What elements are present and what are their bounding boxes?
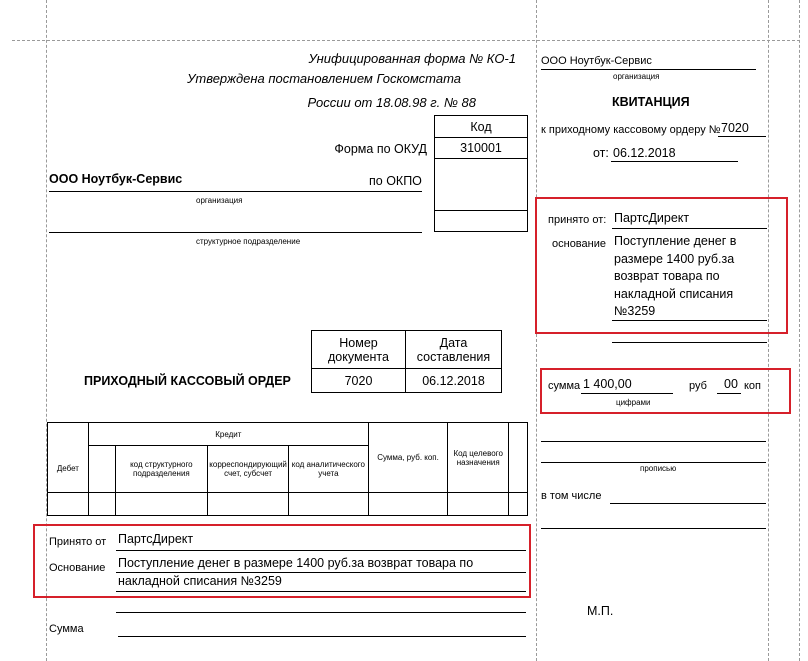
extra-header bbox=[509, 423, 528, 493]
order-label: к приходному кассовому ордеру № bbox=[541, 124, 721, 136]
receipt-kop-value: 00 bbox=[724, 377, 738, 391]
okpo-value bbox=[435, 159, 528, 211]
receipt-date: 06.12.2018 bbox=[613, 146, 676, 160]
receipt-basis-line bbox=[612, 320, 767, 321]
receipt-sum-value: 1 400,00 bbox=[583, 377, 632, 391]
extra-line bbox=[116, 612, 526, 613]
including-line bbox=[610, 503, 766, 504]
approved-line: Утверждена постановлением Госкомстата bbox=[187, 71, 461, 86]
doc-date: 06.12.2018 bbox=[406, 369, 502, 393]
basis-value: Поступление денег в размере 1400 руб.за возврат товара по накладной списания №3259 bbox=[118, 556, 474, 588]
order-number: 7020 bbox=[721, 121, 749, 135]
form-title: Унифицированная форма № КО-1 bbox=[308, 51, 516, 66]
receipt-org-line bbox=[541, 69, 756, 70]
data-cell bbox=[115, 493, 208, 516]
receipt-date-label: от: bbox=[593, 146, 609, 160]
receipt-sum-label: сумма bbox=[548, 380, 581, 392]
doc-title: ПРИХОДНЫЙ КАССОВЫЙ ОРДЕР bbox=[84, 374, 291, 388]
debet-header: Дебет bbox=[48, 446, 89, 493]
accounting-table bbox=[47, 422, 528, 516]
receipt-received-line bbox=[612, 228, 767, 229]
division-line bbox=[49, 232, 422, 233]
division-caption: структурное подразделение bbox=[196, 237, 301, 246]
receipt-received-value: ПартсДирект bbox=[614, 211, 690, 225]
date-header: Дата составления bbox=[406, 331, 502, 369]
data-cell bbox=[368, 493, 448, 516]
including-label: в том числе bbox=[541, 490, 602, 502]
kredit-blank-header bbox=[88, 446, 115, 493]
purpose-header: Код целевого назначения bbox=[448, 423, 509, 493]
receipt-title: КВИТАНЦИЯ bbox=[612, 95, 690, 109]
receipt-basis-value: Поступление денег в размере 1400 руб.за возврат товара по накладной списания №3259 bbox=[614, 234, 737, 318]
receipt-rub-label: руб bbox=[689, 380, 707, 392]
data-cell bbox=[208, 493, 289, 516]
words-caption: прописью bbox=[640, 464, 677, 473]
kredit-header: Кредит bbox=[88, 423, 368, 446]
receipt-kop-label: коп bbox=[744, 380, 762, 392]
sum-label: Сумма bbox=[49, 623, 84, 635]
sum-header: Сумма, руб. коп. bbox=[368, 423, 448, 493]
data-cell bbox=[88, 493, 115, 516]
receipt-org-caption: организация bbox=[613, 72, 660, 81]
doc-table bbox=[311, 330, 502, 393]
data-cell bbox=[448, 493, 509, 516]
number-header: Номер документа bbox=[312, 331, 406, 369]
code-table bbox=[434, 115, 528, 232]
org-caption: организация bbox=[196, 196, 243, 205]
receipt-org-name: ООО Ноутбук-Сервис bbox=[541, 55, 652, 67]
received-highlight bbox=[33, 524, 531, 598]
words-line-2 bbox=[541, 462, 766, 463]
receipt-basis-label: основание bbox=[552, 238, 606, 250]
doc-number: 7020 bbox=[312, 369, 406, 393]
page-guide-edge bbox=[799, 0, 800, 661]
receipt-sum-line bbox=[581, 393, 673, 394]
code-empty-cell bbox=[435, 211, 528, 232]
division-code-header: код структурного подразделения bbox=[115, 446, 208, 493]
page-guide-top bbox=[12, 40, 800, 41]
basis-label: Основание bbox=[49, 562, 106, 574]
mp-label: М.П. bbox=[587, 604, 614, 618]
order-number-line bbox=[718, 136, 766, 137]
data-cell bbox=[288, 493, 368, 516]
russia-line: России от 18.08.98 г. № 88 bbox=[307, 95, 476, 110]
data-cell bbox=[509, 493, 528, 516]
receipt-bottom-line bbox=[541, 528, 766, 529]
org-line bbox=[49, 191, 422, 192]
okud-value: 310001 bbox=[435, 138, 528, 159]
digits-caption: цифрами bbox=[616, 398, 651, 407]
account-header: корреспондирующий счет, субсчет bbox=[208, 446, 289, 493]
receipt-blank-line bbox=[612, 342, 767, 343]
receipt-received-label: принято от: bbox=[548, 214, 607, 226]
debet-top-cell bbox=[48, 423, 89, 446]
receipt-kop-line bbox=[717, 393, 741, 394]
receipt-date-line bbox=[611, 161, 738, 162]
kod-header: Код bbox=[435, 116, 528, 138]
org-name: ООО Ноутбук-Сервис bbox=[49, 172, 183, 186]
received-label: Принято от bbox=[49, 536, 107, 548]
received-value: ПартсДирект bbox=[118, 532, 194, 546]
analytic-header: код аналитического учета bbox=[288, 446, 368, 493]
data-cell bbox=[48, 493, 89, 516]
okpo-label: по ОКПО bbox=[369, 174, 422, 188]
sum-line bbox=[118, 636, 526, 637]
okud-label: Форма по ОКУД bbox=[334, 142, 427, 156]
words-line-1 bbox=[541, 441, 766, 442]
